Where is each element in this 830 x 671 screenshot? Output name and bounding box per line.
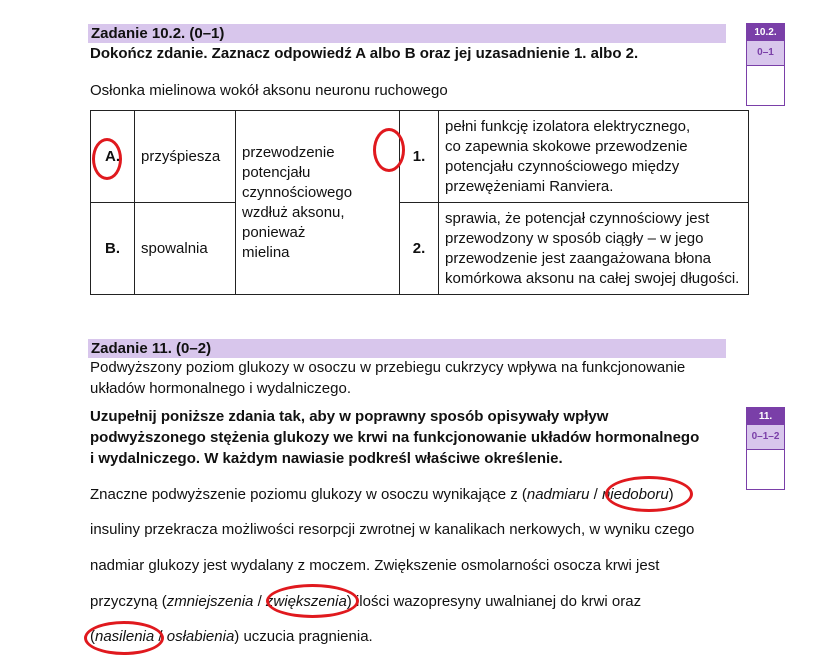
option-b-text-cell: spowalnia [135, 203, 236, 295]
options-table [90, 110, 749, 295]
task-intro: Podwyższony poziom glukozy w osoczu w przebiegu cukrzycy wpływa na funkcjonowanie układów hormonalnego i wydalniczego. [90, 359, 686, 397]
score-box-10-2 [746, 23, 785, 106]
reason-1-number-cell[interactable]: 1. [400, 111, 439, 203]
task-header: Zadanie 11. (0–2) [91, 340, 212, 357]
task-header-bar [88, 339, 726, 358]
task-header: Zadanie 10.2. (0–1) [91, 25, 225, 42]
score-label: 11. [747, 408, 784, 425]
option-a-letter-cell[interactable]: A. [91, 111, 135, 203]
reason-1-text-cell: pełni funkcję izolatora elektrycznego, co zapewnia skokowe przewodzenie potencjału czynnościowego między przewężeniami Ranviera. [439, 111, 749, 203]
score-range: 0–1–2 [747, 425, 784, 450]
answer-circle-niedoboru [605, 476, 693, 512]
task-header-bar [88, 24, 726, 43]
answer-circle-zwiekszenia [266, 584, 359, 618]
sentence-line-1: Znaczne podwyższenie poziomu glukozy w osoczu wynikające z (nadmiaru / niedoboru) [90, 486, 674, 503]
score-label: 10.2. [747, 24, 784, 41]
sentence-line-3: nadmiar glukozy jest wydalany z moczem. Zwiększenie osmolarności osocza krwi jest [90, 557, 660, 574]
task-instruction: Uzupełnij poniższe zdania tak, aby w poprawny sposób opisywały wpływ podwyższonego stężenia glukozy we krwi na funkcjonowanie układów hormonalnego i wydalniczego. W każdym nawiasie podkreśl właściwe określenie. [90, 408, 700, 467]
answer-circle-nasilenia [84, 621, 164, 655]
option-zmniejszenia[interactable]: zmniejszenia [166, 593, 254, 610]
task-stem: Osłonka mielinowa wokół aksonu neuronu ruchowego [90, 82, 448, 99]
score-field[interactable] [747, 66, 784, 105]
sentence-line-5: (nasilenia / osłabienia) uczucia pragnienia. [90, 628, 373, 645]
sentence-line-4: przyczyną (zmniejszenia / zwiększenia) ilości wazopresyny uwalnianej do krwi oraz [90, 593, 642, 610]
middle-cell: przewodzenie potencjału czynnościowego wzdłuż aksonu, ponieważ mielina [236, 111, 400, 295]
score-range: 0–1 [747, 41, 784, 66]
reason-2-text-cell: sprawia, że potencjał czynnościowy jest przewodzony w sposób ciągły – w jego przewodzenie jest zaangażowana błona komórkowa aksonu na całej swojej długości. [439, 203, 749, 295]
option-b-letter-cell[interactable]: B. [91, 203, 135, 295]
option-oslabienia[interactable]: osłabienia [166, 628, 235, 645]
reason-2-number-cell[interactable]: 2. [400, 203, 439, 295]
option-zwiekszenia[interactable]: zwiększenia [265, 593, 347, 610]
score-field[interactable] [747, 450, 784, 489]
sentence-line-2: insuliny przekracza możliwości resorpcji zwrotnej w kanalikach nerkowych, w wyniku czego [90, 521, 695, 538]
option-niedoboru[interactable]: niedoboru [601, 486, 669, 503]
option-a-text-cell: przyśpiesza [135, 111, 236, 203]
answer-circle-a [92, 138, 122, 180]
option-nadmiaru[interactable]: nadmiaru [526, 486, 590, 503]
score-box-11 [746, 407, 785, 490]
task-instruction: Dokończ zdanie. Zaznacz odpowiedź A albo B oraz jej uzasadnienie 1. albo 2. [90, 45, 639, 62]
answer-circle-1 [373, 128, 405, 172]
option-nasilenia[interactable]: nasilenia [95, 628, 155, 645]
